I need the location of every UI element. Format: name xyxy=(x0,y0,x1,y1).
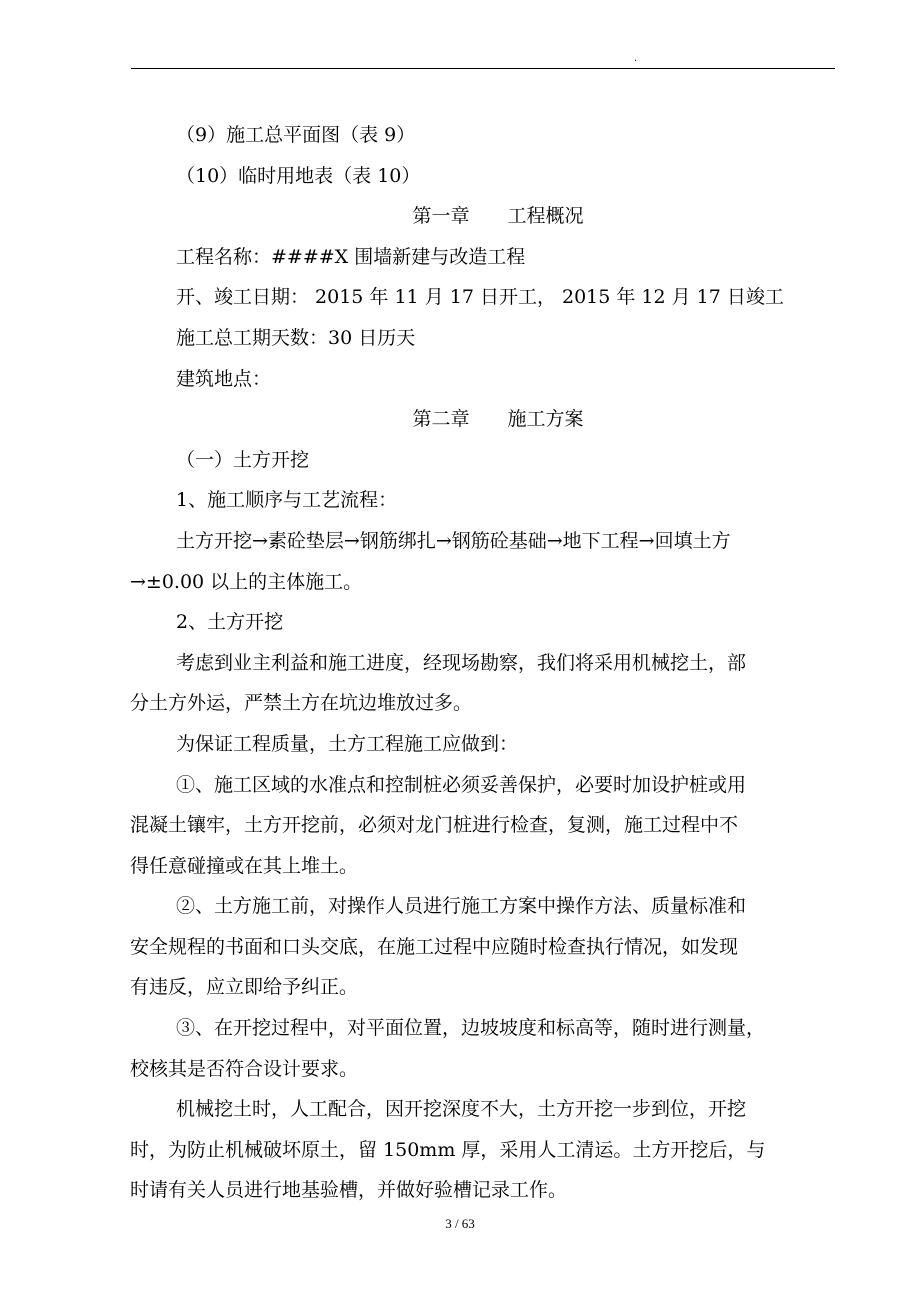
paragraph-line: 有违反，应立即给予纠正。 xyxy=(130,976,359,999)
section-heading-earthwork: （一）土方开挖 xyxy=(176,448,310,471)
paragraph-line: ②、土方施工前，对操作人员进行施工方案中操作方法、质量标准和 xyxy=(176,895,747,918)
chapter-heading-2: 第二章 施工方案 xyxy=(412,408,584,431)
page-number: 3 / 63 xyxy=(445,1216,475,1231)
document-body xyxy=(130,115,830,1211)
chapter-heading-1: 第一章 工程概况 xyxy=(412,205,584,228)
subsection-heading-1: 1、施工顺序与工艺流程： xyxy=(176,489,398,512)
paragraph-line: →±0.00 以上的主体施工。 xyxy=(130,570,363,593)
paragraph-line: ③、在开挖过程中，对平面位置，边坡坡度和标高等，随时进行测量， xyxy=(176,1017,766,1040)
project-dates: 开、竣工日期： 2015 年 11 月 17 日开工， 2015 年 12 月 17 日竣工 xyxy=(176,286,784,309)
header-dot: . xyxy=(634,53,638,64)
paragraph-line: 土方开挖→素砼垫层→钢筋绑扎→钢筋砼基础→地下工程→回填土方 xyxy=(176,529,731,552)
paragraph-line: 考虑到业主利益和施工进度，经现场勘察，我们将采用机械挖土，部 xyxy=(176,651,747,674)
paragraph-line: 分土方外运，严禁土方在坑边堆放过多。 xyxy=(130,692,473,715)
project-location: 建筑地点： xyxy=(176,367,272,390)
paragraph-line: 为保证工程质量，土方工程施工应做到： xyxy=(176,732,519,755)
paragraph-line: ①、施工区域的水准点和控制桩必须妥善保护，必要时加设护桩或用 xyxy=(176,773,747,796)
paragraph-line: 校核其是否符合设计要求。 xyxy=(130,1057,359,1080)
paragraph-line: 机械挖土时，人工配合，因开挖深度不大，土方开挖一步到位，开挖 xyxy=(176,1098,747,1121)
paragraph-line: 时请有关人员进行地基验槽，并做好验槽记录工作。 xyxy=(130,1179,568,1202)
list-item-9: （9）施工总平面图（表 9） xyxy=(176,124,416,146)
paragraph-line: 得任意碰撞或在其上堆土。 xyxy=(130,854,359,877)
paragraph-line: 时，为防止机械破坏原土，留 150mm 厚，采用人工清运。土方开挖后，与 xyxy=(130,1138,766,1161)
paragraph-line: 安全规程的书面和口头交底，在施工过程中应随时检查执行情况，如发现 xyxy=(130,935,739,958)
paragraph-line: 混凝土镶牢，土方开挖前，必须对龙门桩进行检查，复测，施工过程中不 xyxy=(130,814,739,837)
project-name: 工程名称：####X 围墙新建与改造工程 xyxy=(176,245,526,268)
list-item-10: （10）临时用地表（表 10） xyxy=(176,164,421,187)
project-duration: 施工总工期天数：30 日历天 xyxy=(176,326,416,349)
subsection-heading-2: 2、土方开挖 xyxy=(176,611,284,634)
header-rule xyxy=(131,68,835,69)
